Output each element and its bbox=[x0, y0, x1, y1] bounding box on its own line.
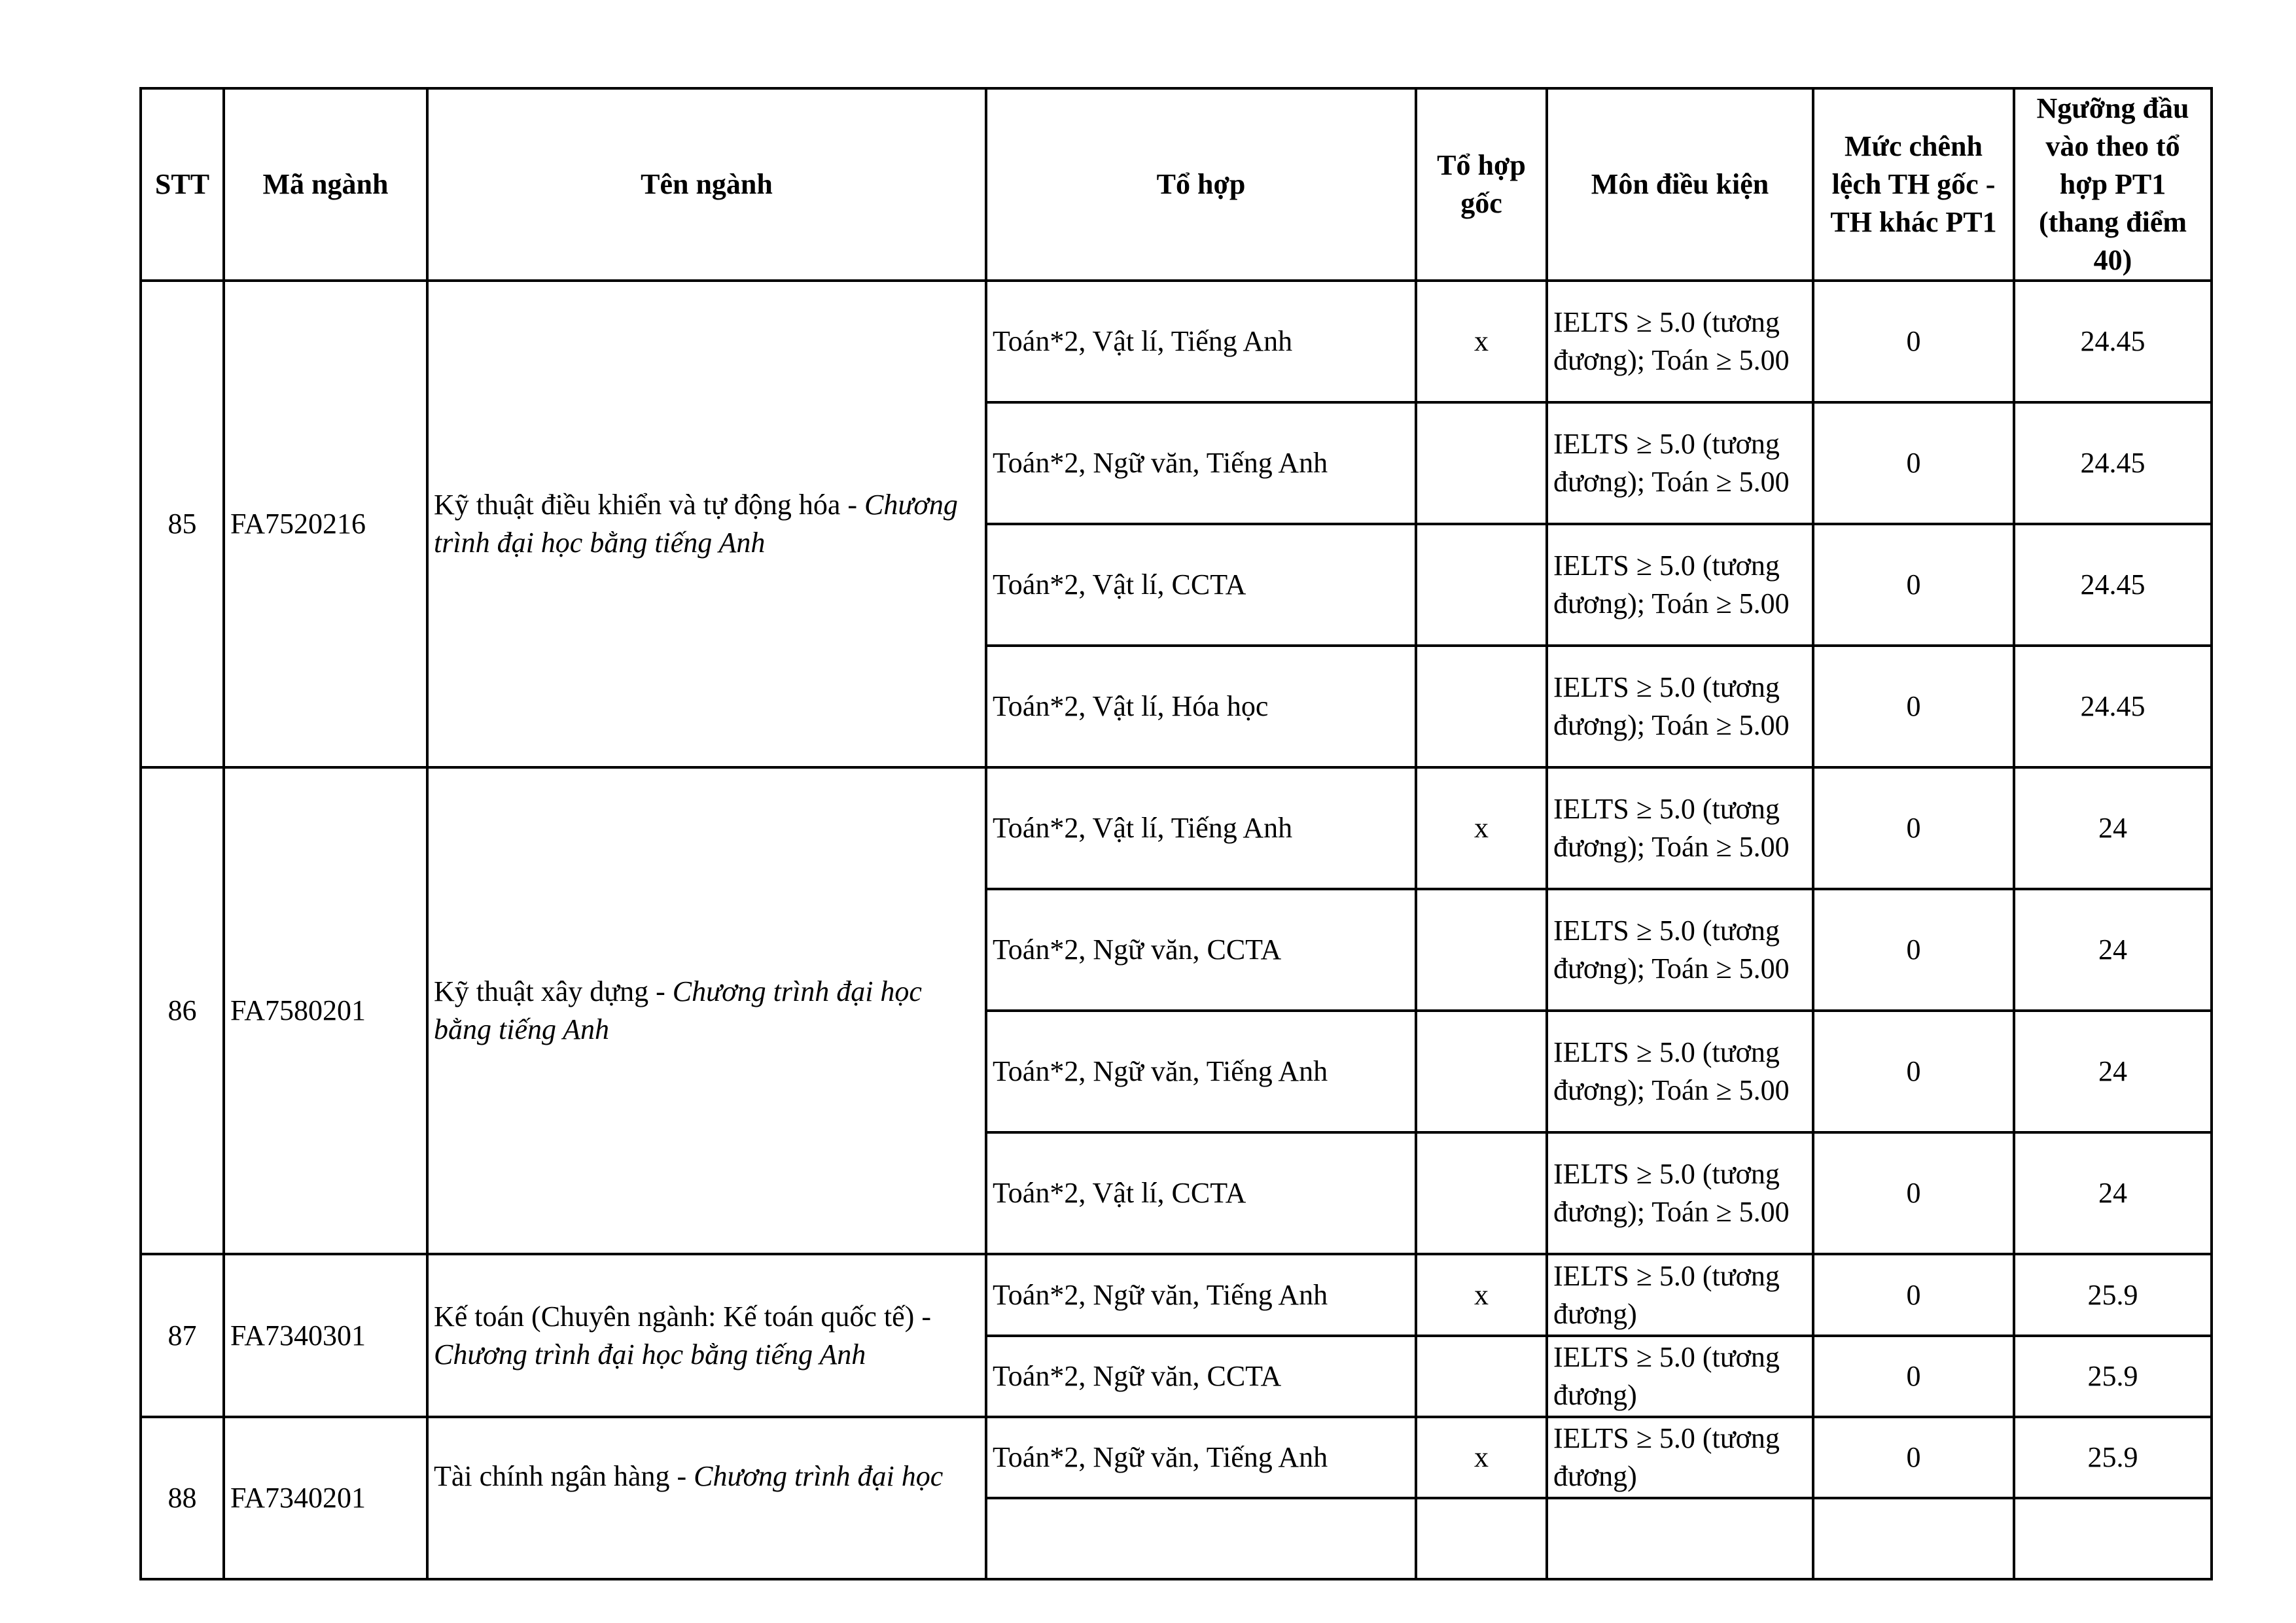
to-hop-cell: Toán*2, Ngữ văn, Tiếng Anh bbox=[986, 1011, 1416, 1132]
to-hop-cell: Toán*2, Vật lí, Tiếng Anh bbox=[986, 767, 1416, 889]
admission-table bbox=[139, 87, 2213, 1580]
chenh-lech-cell: 0 bbox=[1813, 1336, 2014, 1417]
table-row bbox=[141, 1254, 2212, 1336]
to-hop-cell: Toán*2, Vật lí, Hóa học bbox=[986, 646, 1416, 767]
to-hop-cell: Toán*2, Vật lí, CCTA bbox=[986, 524, 1416, 646]
goc-cell bbox=[1416, 889, 1547, 1011]
stt-cell: 86 bbox=[141, 767, 224, 1254]
goc-cell bbox=[1416, 1336, 1547, 1417]
chenh-lech-cell: 0 bbox=[1813, 1132, 2014, 1254]
chenh-lech-cell: 0 bbox=[1813, 524, 2014, 646]
nguong-cell: 24.45 bbox=[2014, 281, 2212, 402]
goc-cell bbox=[1416, 1011, 1547, 1132]
program-code-cell: FA7340201 bbox=[224, 1417, 427, 1579]
program-code-cell: FA7520216 bbox=[224, 281, 427, 767]
dieu-kien-cell: IELTS ≥ 5.0 (tương đương); Toán ≥ 5.00 bbox=[1547, 402, 1813, 524]
program-name-cell bbox=[427, 1254, 986, 1417]
program-name-italic: Chương trình đại học bằng tiếng Anh bbox=[434, 1338, 866, 1370]
header-mon-dieu-kien: Môn điều kiện bbox=[1547, 88, 1813, 281]
nguong-cell: 24 bbox=[2014, 889, 2212, 1011]
chenh-lech-cell: 0 bbox=[1813, 1417, 2014, 1498]
nguong-cell bbox=[2014, 1498, 2212, 1579]
header-ten-nganh: Tên ngành bbox=[427, 88, 986, 281]
program-code-cell: FA7580201 bbox=[224, 767, 427, 1254]
chenh-lech-cell bbox=[1813, 1498, 2014, 1579]
header-to-hop-goc: Tổ hợp gốc bbox=[1416, 88, 1547, 281]
nguong-cell: 24 bbox=[2014, 767, 2212, 889]
nguong-cell: 24 bbox=[2014, 1011, 2212, 1132]
header-nguong: Ngưỡng đầu vào theo tổ hợp PT1 (thang điểm 40) bbox=[2014, 88, 2212, 281]
chenh-lech-cell: 0 bbox=[1813, 889, 2014, 1011]
to-hop-cell: Toán*2, Ngữ văn, Tiếng Anh bbox=[986, 1254, 1416, 1336]
dieu-kien-cell: IELTS ≥ 5.0 (tương đương); Toán ≥ 5.00 bbox=[1547, 281, 1813, 402]
to-hop-cell: Toán*2, Vật lí, CCTA bbox=[986, 1132, 1416, 1254]
chenh-lech-cell: 0 bbox=[1813, 402, 2014, 524]
program-name-italic: Chương trình đại học bbox=[694, 1460, 944, 1492]
to-hop-cell: Toán*2, Vật lí, Tiếng Anh bbox=[986, 281, 1416, 402]
admission-table-page bbox=[139, 87, 2210, 1514]
header-stt: STT bbox=[141, 88, 224, 281]
dieu-kien-cell: IELTS ≥ 5.0 (tương đương) bbox=[1547, 1336, 1813, 1417]
table-row bbox=[141, 281, 2212, 402]
goc-cell bbox=[1416, 1132, 1547, 1254]
dieu-kien-cell: IELTS ≥ 5.0 (tương đương) bbox=[1547, 1417, 1813, 1498]
program-name-cell bbox=[427, 767, 986, 1254]
goc-cell: x bbox=[1416, 1417, 1547, 1498]
table-row bbox=[141, 767, 2212, 889]
program-name-cell bbox=[427, 1417, 986, 1579]
stt-cell: 85 bbox=[141, 281, 224, 767]
dieu-kien-cell: IELTS ≥ 5.0 (tương đương); Toán ≥ 5.00 bbox=[1547, 889, 1813, 1011]
dieu-kien-cell bbox=[1547, 1498, 1813, 1579]
program-name: Kế toán (Chuyên ngành: Kế toán quốc tế) - bbox=[434, 1300, 931, 1333]
program-name: Kỹ thuật điều khiển và tự động hóa - bbox=[434, 489, 865, 521]
dieu-kien-cell: IELTS ≥ 5.0 (tương đương); Toán ≥ 5.00 bbox=[1547, 1132, 1813, 1254]
nguong-cell: 24 bbox=[2014, 1132, 2212, 1254]
program-name: Kỹ thuật xây dựng - bbox=[434, 975, 673, 1007]
dieu-kien-cell: IELTS ≥ 5.0 (tương đương); Toán ≥ 5.00 bbox=[1547, 767, 1813, 889]
to-hop-cell: Toán*2, Ngữ văn, CCTA bbox=[986, 889, 1416, 1011]
stt-cell: 87 bbox=[141, 1254, 224, 1417]
program-code-cell: FA7340301 bbox=[224, 1254, 427, 1417]
program-name-cell bbox=[427, 281, 986, 767]
chenh-lech-cell: 0 bbox=[1813, 646, 2014, 767]
nguong-cell: 25.9 bbox=[2014, 1336, 2212, 1417]
chenh-lech-cell: 0 bbox=[1813, 767, 2014, 889]
dieu-kien-cell: IELTS ≥ 5.0 (tương đương); Toán ≥ 5.00 bbox=[1547, 646, 1813, 767]
header-muc-chenh-lech: Mức chênh lệch TH gốc - TH khác PT1 bbox=[1813, 88, 2014, 281]
goc-cell: x bbox=[1416, 281, 1547, 402]
header-to-hop: Tổ hợp bbox=[986, 88, 1416, 281]
nguong-cell: 25.9 bbox=[2014, 1417, 2212, 1498]
goc-cell bbox=[1416, 524, 1547, 646]
to-hop-cell: Toán*2, Ngữ văn, Tiếng Anh bbox=[986, 402, 1416, 524]
dieu-kien-cell: IELTS ≥ 5.0 (tương đương); Toán ≥ 5.00 bbox=[1547, 524, 1813, 646]
to-hop-cell: Toán*2, Ngữ văn, Tiếng Anh bbox=[986, 1417, 1416, 1498]
table-row bbox=[141, 1417, 2212, 1498]
to-hop-cell: Toán*2, Ngữ văn, CCTA bbox=[986, 1336, 1416, 1417]
to-hop-cell bbox=[986, 1498, 1416, 1579]
header-row bbox=[141, 88, 2212, 281]
nguong-cell: 24.45 bbox=[2014, 646, 2212, 767]
nguong-cell: 25.9 bbox=[2014, 1254, 2212, 1336]
goc-cell bbox=[1416, 1498, 1547, 1579]
nguong-cell: 24.45 bbox=[2014, 402, 2212, 524]
goc-cell bbox=[1416, 646, 1547, 767]
stt-cell: 88 bbox=[141, 1417, 224, 1579]
dieu-kien-cell: IELTS ≥ 5.0 (tương đương); Toán ≥ 5.00 bbox=[1547, 1011, 1813, 1132]
goc-cell: x bbox=[1416, 767, 1547, 889]
goc-cell bbox=[1416, 402, 1547, 524]
nguong-cell: 24.45 bbox=[2014, 524, 2212, 646]
goc-cell: x bbox=[1416, 1254, 1547, 1336]
dieu-kien-cell: IELTS ≥ 5.0 (tương đương) bbox=[1547, 1254, 1813, 1336]
chenh-lech-cell: 0 bbox=[1813, 281, 2014, 402]
program-name: Tài chính ngân hàng - bbox=[434, 1460, 694, 1492]
chenh-lech-cell: 0 bbox=[1813, 1254, 2014, 1336]
program-name-italic: Chương trình đại học bằng tiếng Anh bbox=[434, 489, 958, 559]
header-ma-nganh: Mã ngành bbox=[224, 88, 427, 281]
chenh-lech-cell: 0 bbox=[1813, 1011, 2014, 1132]
program-name-italic: Chương trình đại học bằng tiếng Anh bbox=[434, 975, 922, 1045]
